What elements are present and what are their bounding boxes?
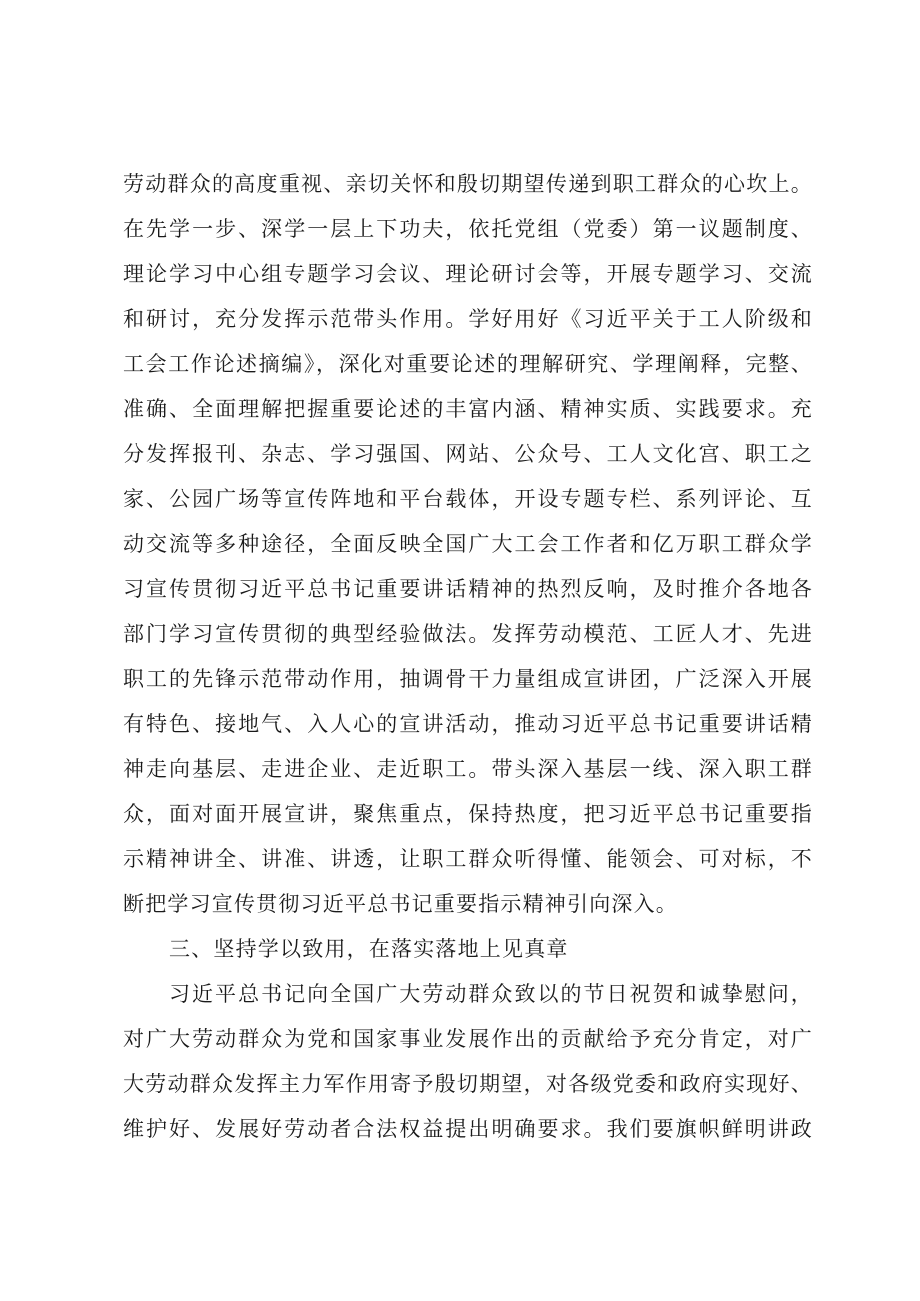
- paragraph-1-line: 习宣传贯彻习近平总书记重要讲话精神的热烈反响，及时推介各地各: [123, 577, 813, 601]
- paragraph-1-line: 示精神讲全、讲准、讲透，让职工群众听得懂、能领会、可对标，不: [123, 847, 813, 871]
- paragraph-2-line: 维护好、发展好劳动者合法权益提出明确要求。我们要旗帜鲜明讲政: [123, 1117, 813, 1141]
- paragraph-1-line: 准确、全面理解把握重要论述的丰富内涵、精神实质、实践要求。充: [123, 397, 813, 421]
- paragraph-1-line: 家、公园广场等宣传阵地和平台载体，开设专题专栏、系列评论、互: [123, 487, 813, 511]
- paragraph-1-line: 部门学习宣传贯彻的典型经验做法。发挥劳动模范、工匠人才、先进: [123, 622, 813, 646]
- paragraph-1-line: 在先学一步、深学一层上下功夫，依托党组（党委）第一议题制度、: [123, 217, 813, 241]
- paragraph-1-line: 动交流等多种途径，全面反映全国广大工会工作者和亿万职工群众学: [123, 532, 813, 556]
- paragraph-1-line: 众，面对面开展宣讲，聚焦重点，保持热度，把习近平总书记重要指: [123, 802, 813, 826]
- paragraph-2-line: 对广大劳动群众为党和国家事业发展作出的贡献给予充分肯定，对广: [123, 1027, 813, 1051]
- paragraph-2-line: 大劳动群众发挥主力军作用寄予殷切期望，对各级党委和政府实现好、: [123, 1072, 813, 1096]
- paragraph-1-line: 神走向基层、走进企业、走近职工。带头深入基层一线、深入职工群: [123, 757, 813, 781]
- paragraph-1-line: 理论学习中心组专题学习会议、理论研讨会等，开展专题学习、交流: [123, 262, 813, 286]
- paragraph-1-line: 有特色、接地气、入人心的宣讲活动，推动习近平总书记重要讲话精: [123, 712, 813, 736]
- paragraph-1-last-line: 断把学习宣传贯彻习近平总书记重要指示精神引向深入。: [123, 892, 678, 916]
- paragraph-2-first-line: 习近平总书记向全国广大劳动群众致以的节日祝贺和诚挚慰问，: [169, 982, 813, 1006]
- paragraph-1-line: 劳动群众的高度重视、亲切关怀和殷切期望传递到职工群众的心坎上。: [123, 172, 813, 196]
- paragraph-1-line: 分发挥报刊、杂志、学习强国、网站、公众号、工人文化宫、职工之: [123, 442, 813, 466]
- paragraph-1-line: 职工的先锋示范带动作用，抽调骨干力量组成宣讲团，广泛深入开展: [123, 667, 813, 691]
- paragraph-1-line: 工会工作论述摘编》，深化对重要论述的理解研究、学理阐释，完整、: [123, 352, 813, 376]
- section-heading: 三、坚持学以致用，在落实落地上见真章: [169, 937, 569, 961]
- document-body: [123, 162, 813, 1152]
- paragraph-1-line: 和研讨，充分发挥示范带头作用。学好用好《习近平关于工人阶级和: [123, 307, 813, 331]
